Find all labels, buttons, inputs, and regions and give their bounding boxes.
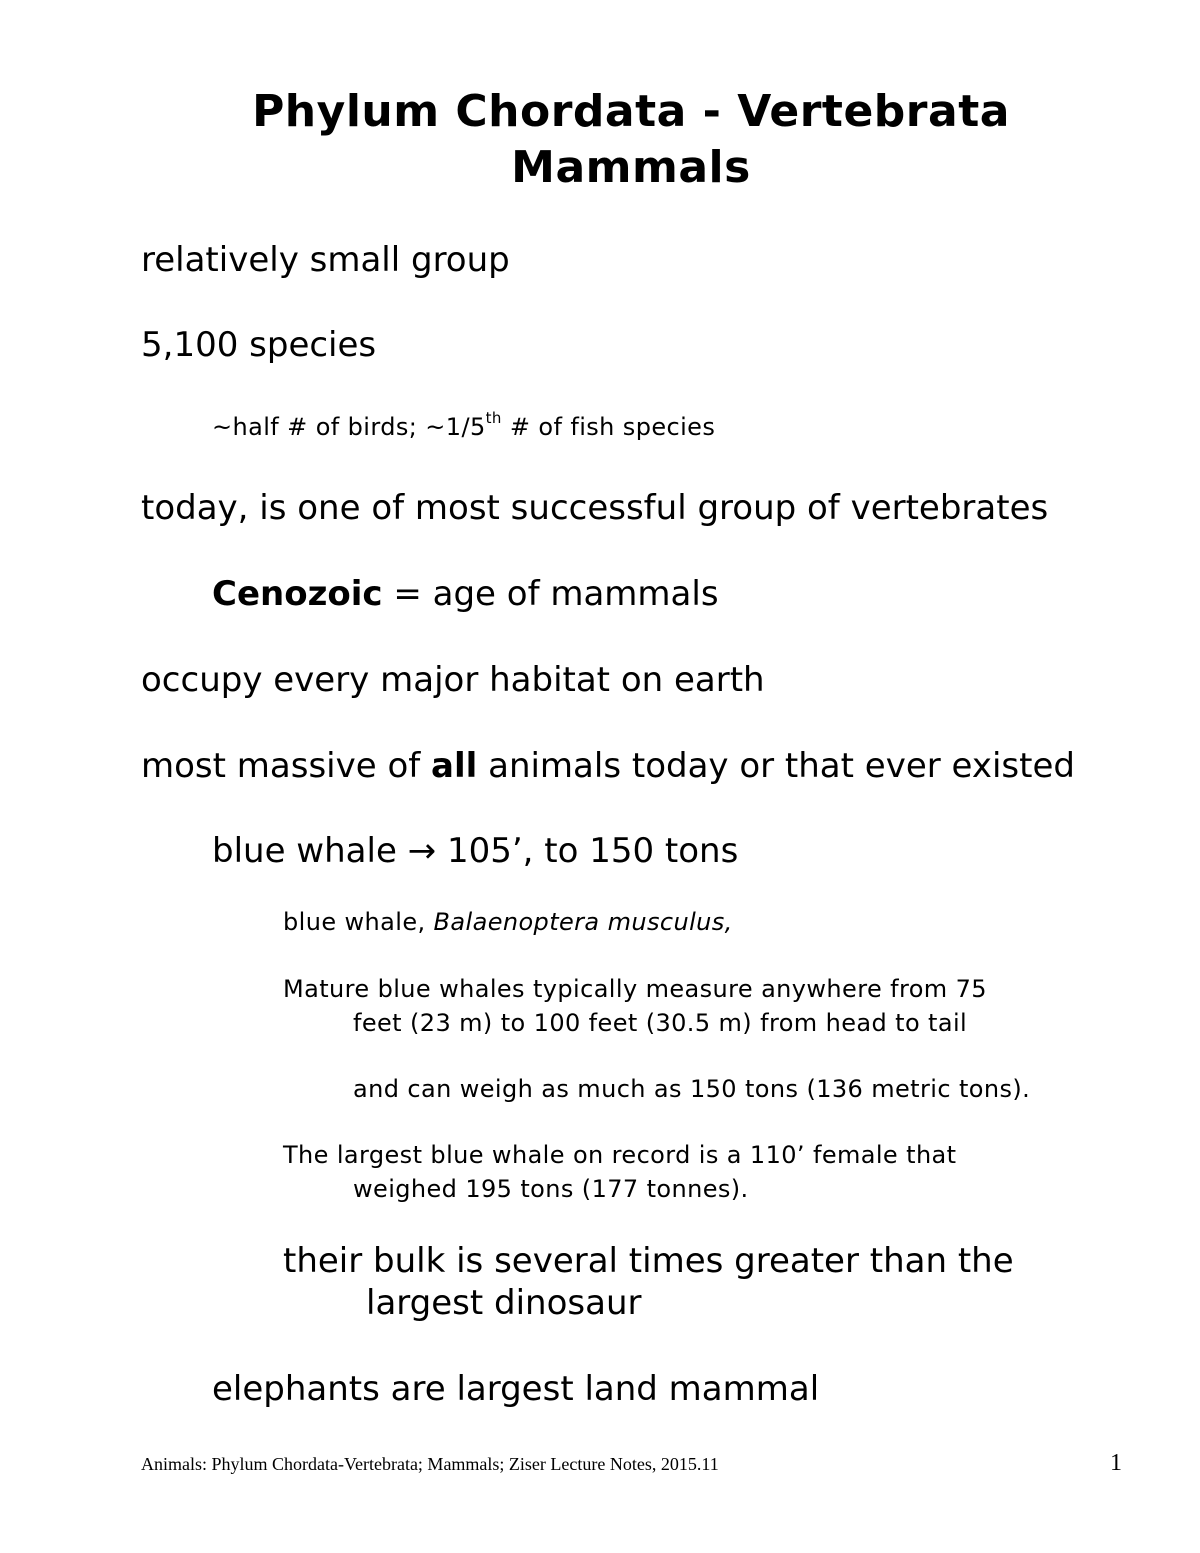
note-most-massive: [141, 746, 1075, 786]
latin-species-name: Balaenoptera musculus,: [433, 908, 733, 936]
note-latin-name: [283, 907, 733, 937]
note-successful: today, is one of most successful group of vertebrates: [141, 488, 1049, 528]
note-bulk-line-2: largest dinosaur: [366, 1283, 642, 1323]
note-largest-line-2: weighed 195 tons (177 tonnes).: [353, 1175, 749, 1203]
latin-prefix: blue whale,: [283, 908, 434, 936]
note-bulk-line-1: their bulk is several times greater than the: [283, 1241, 1014, 1281]
note-largest-line-1: The largest blue whale on record is a 110’ female that: [283, 1141, 957, 1169]
title-line-1: Phylum Chordata - Vertebrata: [252, 86, 1010, 137]
page-number: 1: [1110, 1450, 1122, 1476]
page-title: [0, 84, 1200, 196]
note-measure-line-1: Mature blue whales typically measure anywhere from 75: [283, 975, 987, 1003]
cenozoic-definition: = age of mammals: [382, 574, 719, 614]
note-blue-whale: blue whale → 105’, to 150 tons: [212, 831, 739, 871]
note-elephants: elephants are largest land mammal: [212, 1369, 820, 1409]
massive-emphasis: all: [431, 746, 478, 786]
page-footer: Animals: Phylum Chordata-Vertebrata; Mammals; Ziser Lecture Notes, 2015.11: [141, 1454, 719, 1474]
comparison-text-b: # of fish species: [501, 413, 716, 441]
cenozoic-term: Cenozoic: [212, 574, 383, 614]
note-measure-line-2: feet (23 m) to 100 feet (30.5 m) from head to tail: [353, 1009, 968, 1037]
note-species-count: 5,100 species: [141, 325, 377, 365]
massive-text-a: most massive of: [141, 746, 432, 786]
note-habitat: occupy every major habitat on earth: [141, 660, 765, 700]
note-species-comparison: [212, 409, 716, 442]
note-cenozoic: [212, 574, 719, 614]
comparison-superscript: th: [485, 409, 502, 427]
massive-text-b: animals today or that ever existed: [477, 746, 1075, 786]
comparison-text-a: ~half # of birds; ~1/5: [212, 413, 486, 441]
note-weight: and can weigh as much as 150 tons (136 metric tons).: [353, 1075, 1031, 1103]
title-line-2: Mammals: [511, 142, 751, 193]
note-small-group: relatively small group: [141, 240, 510, 280]
